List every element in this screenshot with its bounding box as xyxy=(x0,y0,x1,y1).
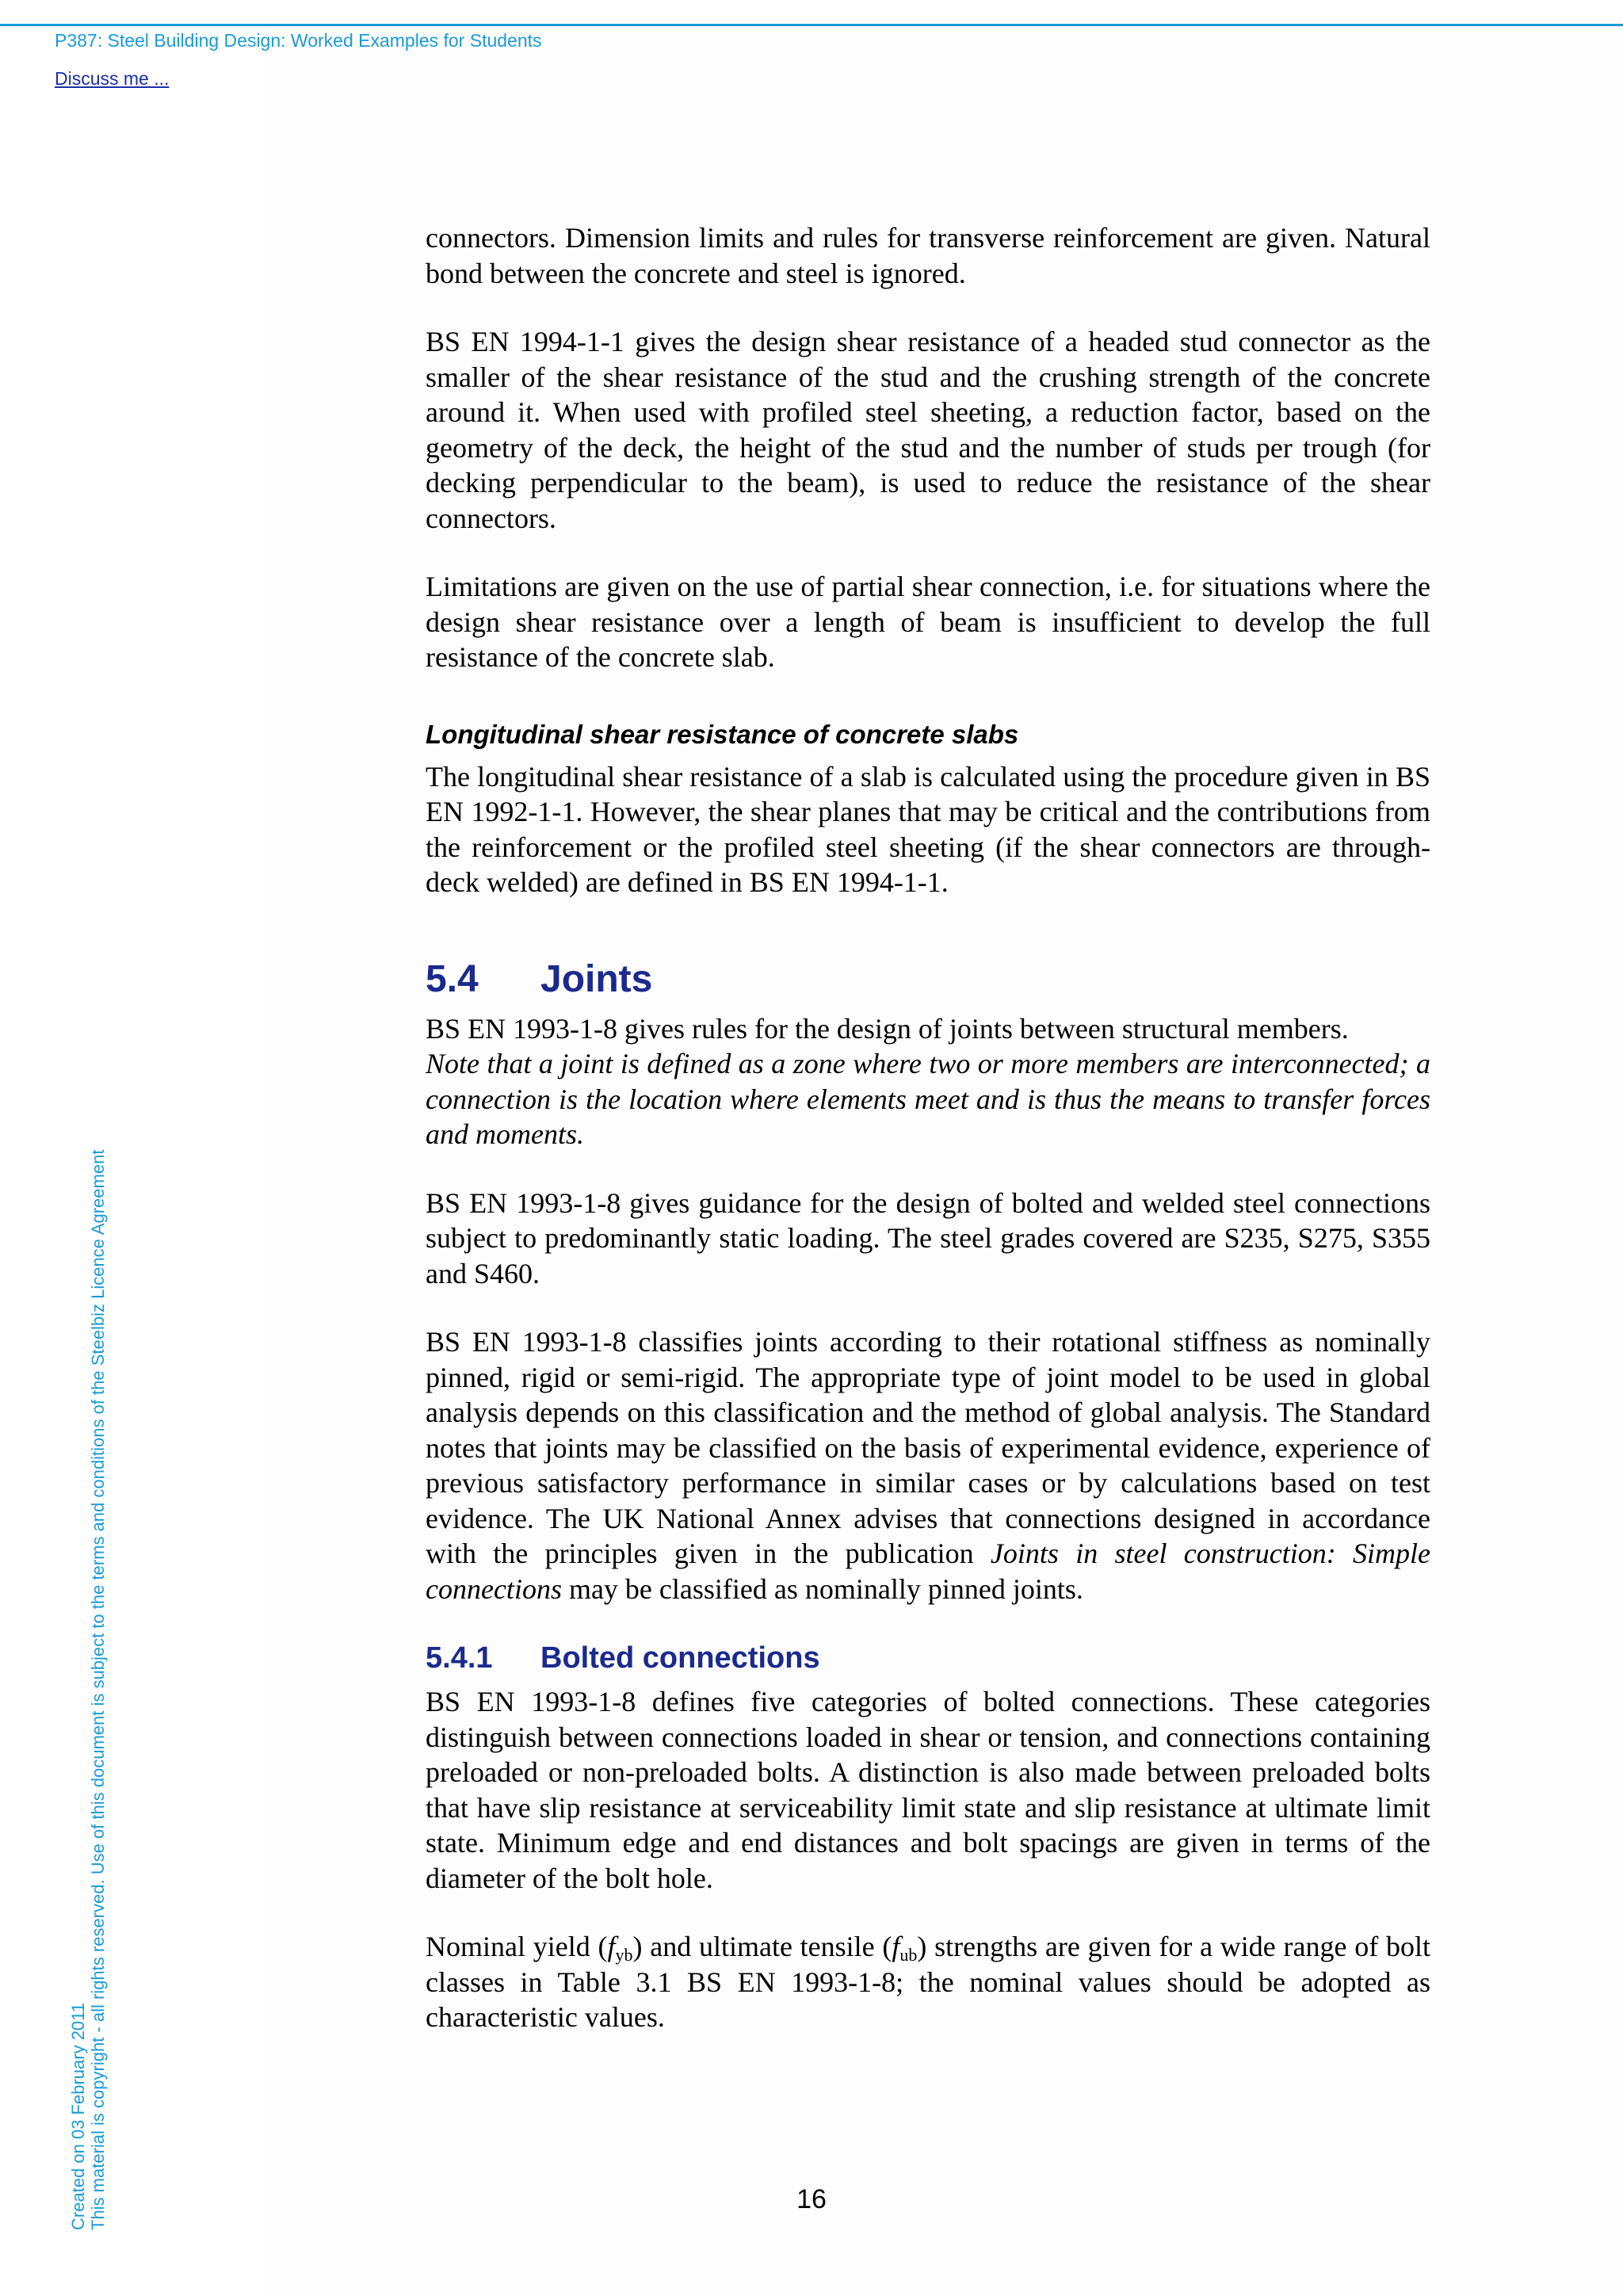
text-run: ) strengths are given for a wide range of bolt classes in Table 3.1 BS EN 1993-1-8; the nominal values should be adopted as characteristic values. xyxy=(426,1931,1430,2033)
copyright-notice: This material is copyright - all rights reserved. Use of this document is subject to the terms and conditions of the Steelbiz Licence Agreement xyxy=(88,1149,108,2230)
paragraph: BS EN 1993-1-8 gives guidance for the design of bolted and welded steel connections subject to predominantly static loading. The steel grades covered are S235, S275, S355 and S460. xyxy=(426,1186,1430,1289)
symbol: f xyxy=(607,1931,616,1962)
paragraph: BS EN 1993-1-8 gives rules for the design of joints between structural members. xyxy=(426,1012,1349,1045)
subheading: Longitudinal shear resistance of concrete slabs xyxy=(426,719,1019,749)
subsection-number: 5.4.1 xyxy=(426,1641,493,1675)
document-title: P387: Steel Building Design: Worked Examples for Students xyxy=(55,30,542,51)
paragraph: connectors. Dimension limits and rules for transverse reinforcement are given. Natural bond between the concrete and steel is ignored. xyxy=(426,222,1430,289)
text-run: ) and ultimate tensile ( xyxy=(632,1931,892,1962)
paragraph: BS EN 1994-1-1 gives the design shear resistance of a headed stud connector as the smaller of the shear resistance of the stud and the crushing strength of the concrete around it. When used with profiled steel sheeting, a reduction factor, based on the geometry of the deck, the height of the stud and the number of studs per trough (for decking perpendicular to the beam), is used to reduce the resistance of the shear connectors. xyxy=(426,326,1430,534)
paragraph: The longitudinal shear resistance of a slab is calculated using the procedure given in BS EN 1992-1-1. However, the shear planes that may be critical and the contributions from the reinforcement or the profiled steel sheeting (if the shear connectors are through-deck welded) are defined in BS EN 1994-1-1. xyxy=(426,760,1430,898)
page-number: 16 xyxy=(796,2184,827,2214)
subscript: yb xyxy=(615,1945,633,1965)
copyright-sidebar xyxy=(68,1150,108,2230)
paragraph: Limitations are given on the use of partial shear connection, i.e. for situations where the design shear resistance over a length of beam is insufficient to develop the full resistance of the concrete slab. xyxy=(426,571,1430,673)
subsection-title: Bolted connections xyxy=(540,1641,820,1675)
paragraph: BS EN 1993-1-8 defines five categories of bolted connections. These categories distinguish between connections loaded in shear or tension, and connections containing preloaded or non-preloaded bolts. A distinction is also made between preloaded bolts that have slip resistance at serviceability limit state and slip resistance at ultimate limit state. Minimum edge and end distances and bolt spacings are given in terms of the diameter of the bolt hole. xyxy=(426,1686,1430,1894)
paragraph xyxy=(426,1929,1430,2035)
note-paragraph xyxy=(426,1046,1430,1152)
discuss-link[interactable]: Discuss me ... xyxy=(55,68,170,89)
page-body xyxy=(426,220,1430,2035)
section-heading xyxy=(426,956,1430,1003)
note-text: Note that a joint is defined as a zone where two or more members are interconnected; a connection is the location where elements meet and is thus the means to transfer forces and moments. xyxy=(426,1048,1430,1150)
publication-title: Joints in steel construction: Simple connections xyxy=(426,1538,1431,1605)
symbol: f xyxy=(892,1931,900,1962)
section-title: Joints xyxy=(540,957,653,1000)
section-number: 5.4 xyxy=(426,957,479,1000)
text-run: may be classified as nominally pinned joints. xyxy=(561,1572,1083,1605)
text-run: BS EN 1993-1-8 classifies joints according to their rotational stiffness as nominally pinned, rigid or semi-rigid. The appropriate type of joint model to be used in global analysis depends on this classification and the method of global analysis. The Standard notes that joints may be classified on the basis of experimental evidence, experience of previous satisfactory performance in similar cases or by calculations based on test evidence. The UK National Annex advises that connections designed in accordance with the principles given in the publication xyxy=(426,1326,1430,1569)
subsection-heading xyxy=(426,1638,1430,1678)
text-run: Nominal yield ( xyxy=(426,1931,608,1962)
created-date: Created on 03 February 2011 xyxy=(68,2003,88,2230)
paragraph xyxy=(426,1324,1430,1606)
subscript: ub xyxy=(899,1945,918,1965)
